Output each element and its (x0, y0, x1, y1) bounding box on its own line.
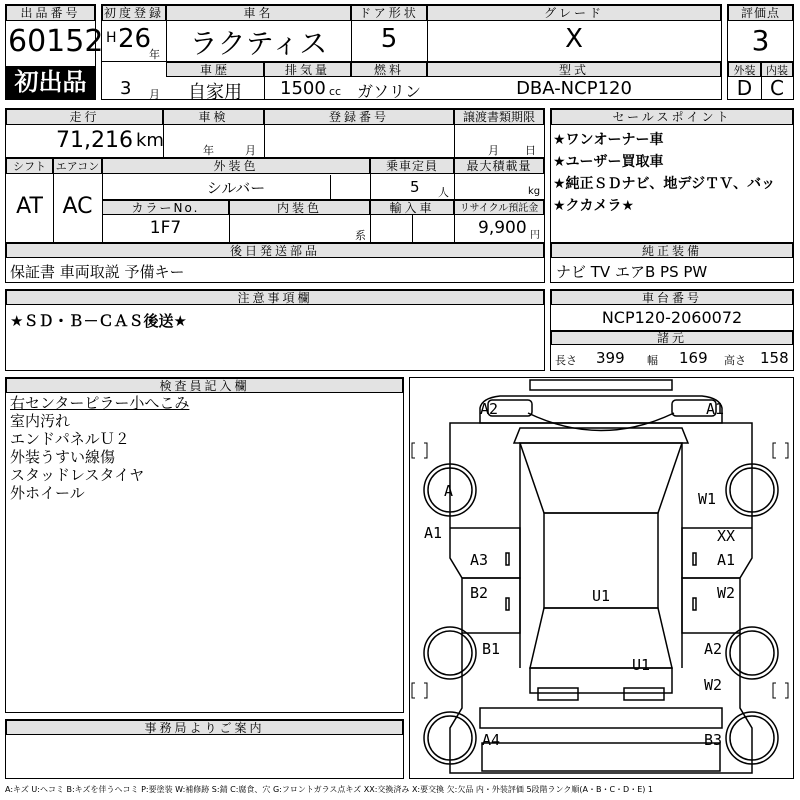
equipment-label: 純正装備 (551, 243, 793, 258)
selling-points-list (553, 129, 793, 241)
fuel-label: 燃料 (351, 62, 427, 77)
dims-label: 諸元 (551, 331, 793, 345)
transfer-month-unit: 月 (488, 144, 499, 157)
mark-b2-left-rear-door: B2 (470, 584, 489, 602)
height-label: 高さ (724, 354, 746, 367)
interior-label: 内装 (761, 62, 793, 77)
mark-a3-left-front-door: A3 (470, 551, 489, 569)
mark-a1-left-fender: A1 (424, 524, 443, 542)
inspector-note: 室内汚れ (10, 412, 71, 430)
length: 399 (596, 349, 625, 367)
office-label: 事務局よりご案内 (6, 720, 403, 735)
reg-year: 26 (118, 24, 152, 54)
transfer-label: 譲渡書類期限 (454, 109, 544, 125)
history-label: 車歴 (166, 62, 264, 77)
mark-u1-roof: U1 (592, 587, 611, 605)
first-reg-label: 初度登録 (103, 6, 164, 20)
inspector-note: 右センターピラー小へこみ (10, 394, 190, 412)
mark-w2-right-rear-door: W2 (717, 584, 736, 602)
recycle: 9,900 (478, 218, 527, 238)
later-parts-label: 後日発送部品 (6, 243, 544, 258)
notes: ★ＳＤ・Ｂ－ＣＡＳ後送★ (10, 312, 187, 330)
selling-point-item: ★クカメラ★ (553, 198, 635, 214)
interior-grade: C (770, 76, 784, 100)
car-diagram (410, 378, 793, 778)
chassis-no: NCP120-2060072 (601, 308, 743, 327)
equipment: ナビ TV エアB PS PW (556, 263, 708, 281)
ac-label: エアコン (53, 158, 102, 174)
year-unit: 年 (149, 48, 160, 61)
model-label: 型式 (427, 62, 721, 77)
inspector-note: エンドパネルＵ２ (10, 430, 130, 448)
load-unit: kg (528, 186, 541, 197)
car-name: ラクティス (189, 27, 328, 60)
month-unit: 月 (149, 88, 160, 101)
inspector-note: 外装うすい線傷 (10, 448, 116, 466)
interior-color-label: 内装色 (229, 200, 370, 215)
chassis-label: 車台番号 (551, 290, 793, 305)
km-unit: km (136, 130, 164, 151)
selling-point-item: ★ユーザー買取車 (553, 154, 664, 170)
mark-w2-right-rear: W2 (704, 676, 723, 694)
model: DBA-NCP120 (516, 78, 632, 99)
mark-w1-front-right-tire: W1 (698, 490, 717, 508)
width: 169 (679, 349, 708, 367)
selling-point-item: ★純正ＳＤナビ、地デジＴＶ、バッ (553, 176, 776, 192)
score-label: 評価点 (728, 5, 793, 21)
inspector-notes (10, 394, 400, 502)
shift-label: シフト (6, 158, 53, 174)
length-label: 長さ (555, 354, 577, 367)
mark-xx-right: XX (717, 527, 736, 545)
seats-label: 乗車定員 (370, 158, 454, 174)
load-label: 最大積載量 (454, 158, 544, 174)
seats-unit: 人 (438, 186, 449, 199)
grade: X (565, 24, 583, 54)
insp-month-unit: 月 (245, 144, 256, 157)
mark-a2-front: A2 (480, 400, 499, 418)
reg-month: 3 (120, 78, 132, 99)
exterior-grade: D (736, 76, 753, 100)
lot-no: 60152 (8, 24, 104, 59)
inspector-note: スタッドレスタイヤ (10, 466, 145, 484)
door-label: ドア形状 (351, 5, 427, 21)
width-label: 幅 (647, 354, 658, 367)
later-parts: 保証書 車両取説 予備キー (10, 263, 185, 281)
mileage: 71,216 (56, 128, 133, 153)
selling-points-label: セールスポイント (551, 109, 793, 125)
inspection-label: 車検 (163, 109, 264, 125)
reg-no-label: 登録番号 (264, 109, 454, 125)
mark-u1-rear: U1 (632, 656, 651, 674)
seats: 5 (410, 178, 420, 196)
era: H (106, 30, 117, 46)
notes-label: 注意事項欄 (6, 290, 544, 305)
score: 3 (751, 24, 770, 57)
doors: 5 (380, 24, 398, 54)
exterior-label: 外装 (728, 62, 761, 77)
mark-a1-front: A1 (706, 400, 725, 418)
import-label: 輸入車 (370, 200, 454, 215)
inspector-label: 検査員記入欄 (6, 378, 403, 393)
mark-b1-left-quarter: B1 (482, 640, 501, 658)
color-label: 外装色 (102, 158, 370, 174)
mark-b3-rear-bumper: B3 (704, 731, 723, 749)
lot-no-label: 出品番号 (6, 5, 95, 21)
cc-unit: cc (329, 85, 342, 98)
history: 自家用 (188, 82, 242, 103)
shift: AT (16, 194, 43, 219)
mark-a1-right: A1 (717, 551, 736, 569)
selling-point-item: ★ワンオーナー車 (553, 132, 664, 148)
color-no-label: カラーNo. (102, 200, 229, 215)
mileage-label: 走行 (6, 109, 163, 125)
inspector-note: 外ホイール (10, 484, 85, 502)
interior-color-unit: 系 (355, 229, 366, 242)
transfer-day-unit: 日 (525, 144, 536, 157)
ac: AC (62, 194, 93, 219)
insp-year-unit: 年 (203, 144, 214, 157)
displacement: 1500 (280, 78, 326, 99)
fuel: ガソリン (356, 82, 421, 101)
color-no: 1F7 (149, 218, 182, 238)
car-name-label: 車名 (166, 5, 351, 21)
grade-label: グレード (427, 5, 721, 21)
color: シルバー (206, 179, 266, 197)
legend: A:キズ U:ヘコミ B:キズを伴うヘコミ P:要塗装 W:補修跡 S:錆 C:腐食、穴 G:フロントガラス点キズ XX:交換済み X:要交換 欠:欠品 内・外装評価 5段階ランク順(A・B・C・D・E) 1 (5, 785, 654, 794)
recycle-label: リサイクル預託金 (454, 200, 544, 215)
first-listing-badge: 初出品 (6, 66, 95, 99)
yen-unit: 円 (530, 230, 540, 241)
mark-a-front-left-tire: A (444, 482, 454, 500)
displacement-label: 排気量 (264, 62, 351, 77)
mark-a4-rear-bumper: A4 (482, 731, 501, 749)
height: 158 (760, 349, 789, 367)
mark-a2-right-quarter: A2 (704, 640, 723, 658)
